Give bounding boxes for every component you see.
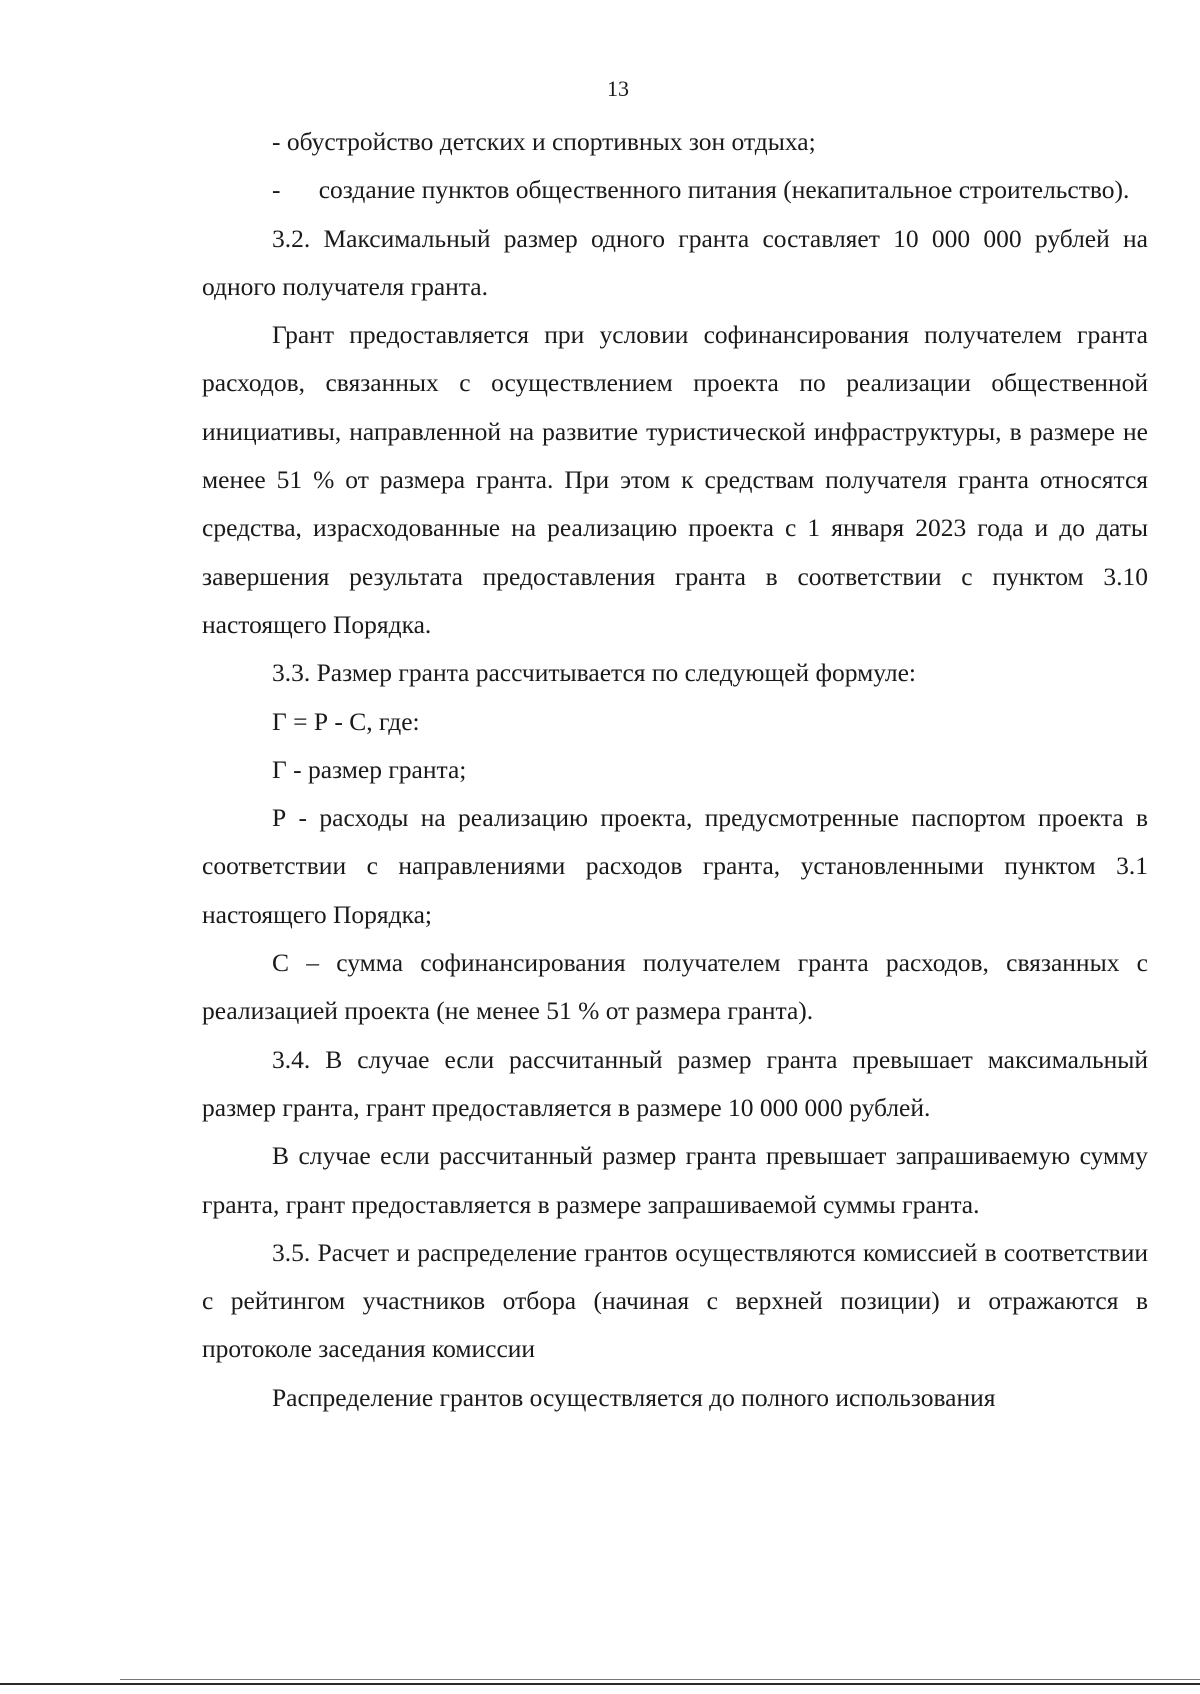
formula-def-g: Г - размер гранта;: [272, 754, 467, 784]
paragraph-3-2-max-grant: 3.2. Максимальный размер одного гранта составляет 10 000 000 рублей на одного получателя гранта.: [202, 223, 1148, 301]
formula-def-c: С – сумма софинансирования получателем гранта расходов, связанных с реализацией проекта (не менее 51 % от размера гранта).: [202, 948, 1148, 1026]
paragraph-3-4-exceeds-max: 3.4. В случае если рассчитанный размер гранта превышает максимальный размер гранта, грант предоставляется в размере 10 000 000 рублей.: [202, 1044, 1148, 1122]
paragraph-catering-points: - создание пунктов общественного питания (некапитальное строительство).: [272, 175, 1130, 205]
paragraph-children-sports-zones: - обустройство детских и спортивных зон отдыха;: [272, 127, 816, 156]
page-bottom-rule: [0, 1683, 1200, 1685]
document-body: [202, 118, 1148, 1422]
paragraph-exceeds-requested: В случае если рассчитанный размер гранта превышает запрашиваемую сумму гранта, грант предоставляется в размере запрашиваемой суммы гранта.: [202, 1141, 1148, 1219]
formula-line: Г = Р - С, где:: [272, 706, 420, 736]
formula-def-r: Р - расходы на реализацию проекта, предусмотренные паспортом проекта в соответствии с направлениями расходов гранта, установленными пунктом 3.1 настоящего Порядка;: [202, 803, 1148, 929]
paragraph-3-5-distribution: 3.5. Расчет и распределение грантов осуществляются комиссией в соответствии с рейтингом участников отбора (начиная с верхней позиции) и отражаются в протоколе заседания комиссии: [202, 1237, 1148, 1364]
paragraph-cofinancing-condition: Грант предоставляется при условии софинансирования получателем гранта расходов, связанных с осуществлением проекта по реализации общественной инициативы, направленной на развитие туристической инфраструктуры, в размере не менее 51 % от размера гранта. При этом к средствам получателя гранта относятся средства, израсходованные на реализацию проекта с 1 января 2023 года и до даты завершения результата предоставления гранта в соответствии с пунктом 3.10 настоящего Порядка.: [202, 320, 1148, 639]
paragraph-distribution-until: Распределение грантов осуществляется до полного использования: [272, 1382, 996, 1412]
page-number: 13: [607, 76, 629, 101]
paragraph-3-3-formula-intro: 3.3. Размер гранта рассчитывается по следующей формуле:: [272, 658, 916, 688]
scan-edge-line: [120, 1679, 1200, 1680]
